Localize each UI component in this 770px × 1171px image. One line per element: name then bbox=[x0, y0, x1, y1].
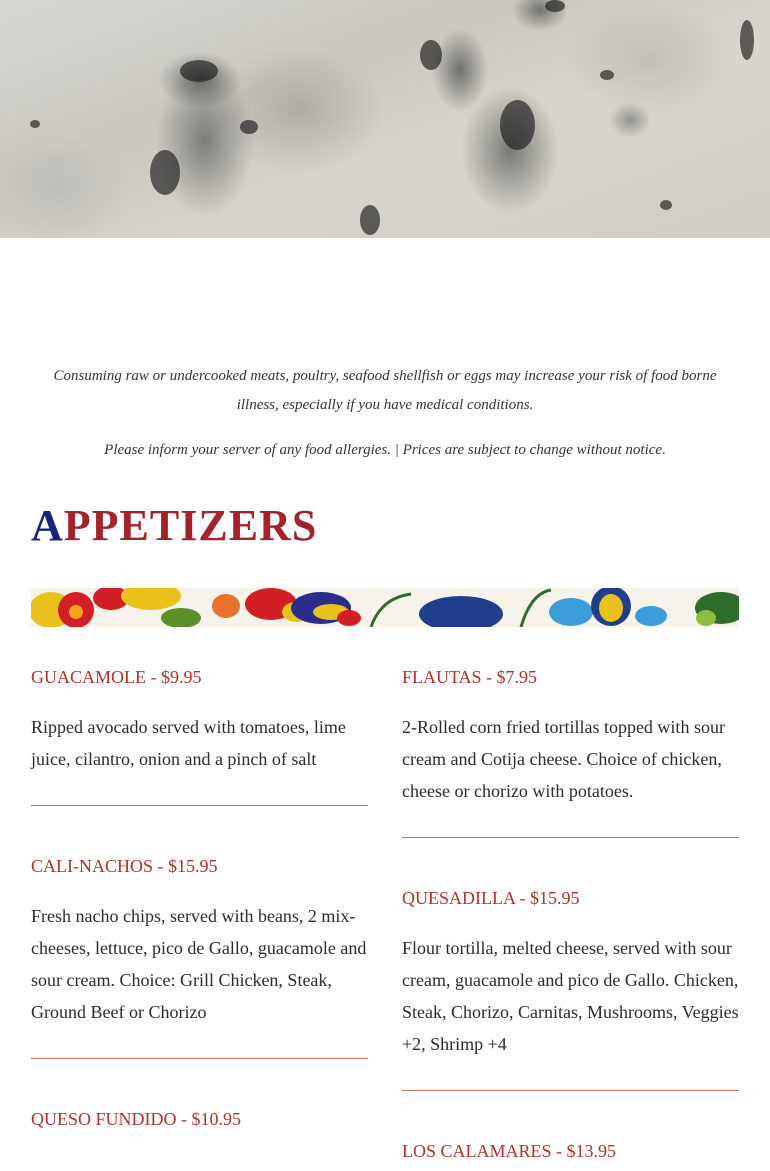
menu-item-name: GUACAMOLE - $9.95 bbox=[31, 667, 202, 687]
item-divider bbox=[402, 1090, 739, 1091]
menu-item-cali-nachos bbox=[31, 852, 368, 1059]
menu-item-description: Ripped avocado served with tomatoes, lime juice, cilantro, onion and a pinch of salt bbox=[31, 717, 346, 769]
granite-speck bbox=[740, 20, 754, 60]
granite-speck bbox=[660, 200, 672, 210]
granite-speck bbox=[180, 60, 218, 82]
appetizers-left-column bbox=[31, 663, 368, 1133]
granite-speck bbox=[420, 40, 442, 70]
menu-item-quesadilla bbox=[402, 884, 739, 1091]
allergy-notice: Please inform your server of any food allergies. | Prices are subject to change without notice. bbox=[104, 442, 666, 458]
item-divider bbox=[31, 805, 368, 806]
granite-speck bbox=[360, 205, 380, 235]
floral-banner-image bbox=[31, 588, 739, 627]
granite-speck bbox=[545, 0, 565, 12]
menu-item-name: LOS CALAMARES - $13.95 bbox=[402, 1141, 617, 1161]
menu-item-name: FLAUTAS - $7.95 bbox=[402, 667, 538, 687]
menu-item-guacamole bbox=[31, 663, 368, 806]
menu-item-name: QUESO FUNDIDO - $10.95 bbox=[31, 1109, 241, 1129]
section-title-first-letter: A bbox=[31, 501, 64, 550]
item-divider bbox=[402, 837, 739, 838]
granite-speck bbox=[30, 120, 40, 128]
menu-item-name: QUESADILLA - $15.95 bbox=[402, 888, 580, 908]
granite-speck bbox=[240, 120, 258, 134]
menu-item-description: 2-Rolled corn fried tortillas topped with sour cream and Cotija cheese. Choice of chicken, cheese or chorizo with potatoes. bbox=[402, 717, 725, 801]
menu-item-los-calamares bbox=[402, 1137, 739, 1165]
menu-item-description: Fresh nacho chips, served with beans, 2 mix-cheeses, lettuce, pico de Gallo, guacamole and sour cream. Choice: Grill Chicken, Steak, Ground Beef or Chorizo bbox=[31, 906, 367, 1022]
menu-item-queso-fundido bbox=[31, 1105, 368, 1133]
item-divider bbox=[31, 1058, 368, 1059]
appetizers-right-column bbox=[402, 663, 739, 1165]
menu-item-flautas bbox=[402, 663, 739, 838]
hero-granite-image bbox=[0, 0, 770, 238]
granite-speck bbox=[150, 150, 180, 195]
granite-speck bbox=[500, 100, 535, 150]
section-title bbox=[31, 497, 317, 555]
health-notice: Consuming raw or undercooked meats, poultry, seafood shellfish or eggs may increase your risk of food borne illness, especially if you have medical conditions. bbox=[53, 368, 717, 413]
menu-item-description: Flour tortilla, melted cheese, served with sour cream, guacamole and pico de Gallo. Chicken, Steak, Chorizo, Carnitas, Mushrooms, Veggies +2, Shrimp +4 bbox=[402, 938, 739, 1054]
granite-speck bbox=[600, 70, 614, 80]
menu-item-name: CALI-NACHOS - $15.95 bbox=[31, 856, 218, 876]
floral-pattern-icon bbox=[31, 588, 739, 627]
section-title-rest: PPETIZERS bbox=[63, 501, 318, 550]
